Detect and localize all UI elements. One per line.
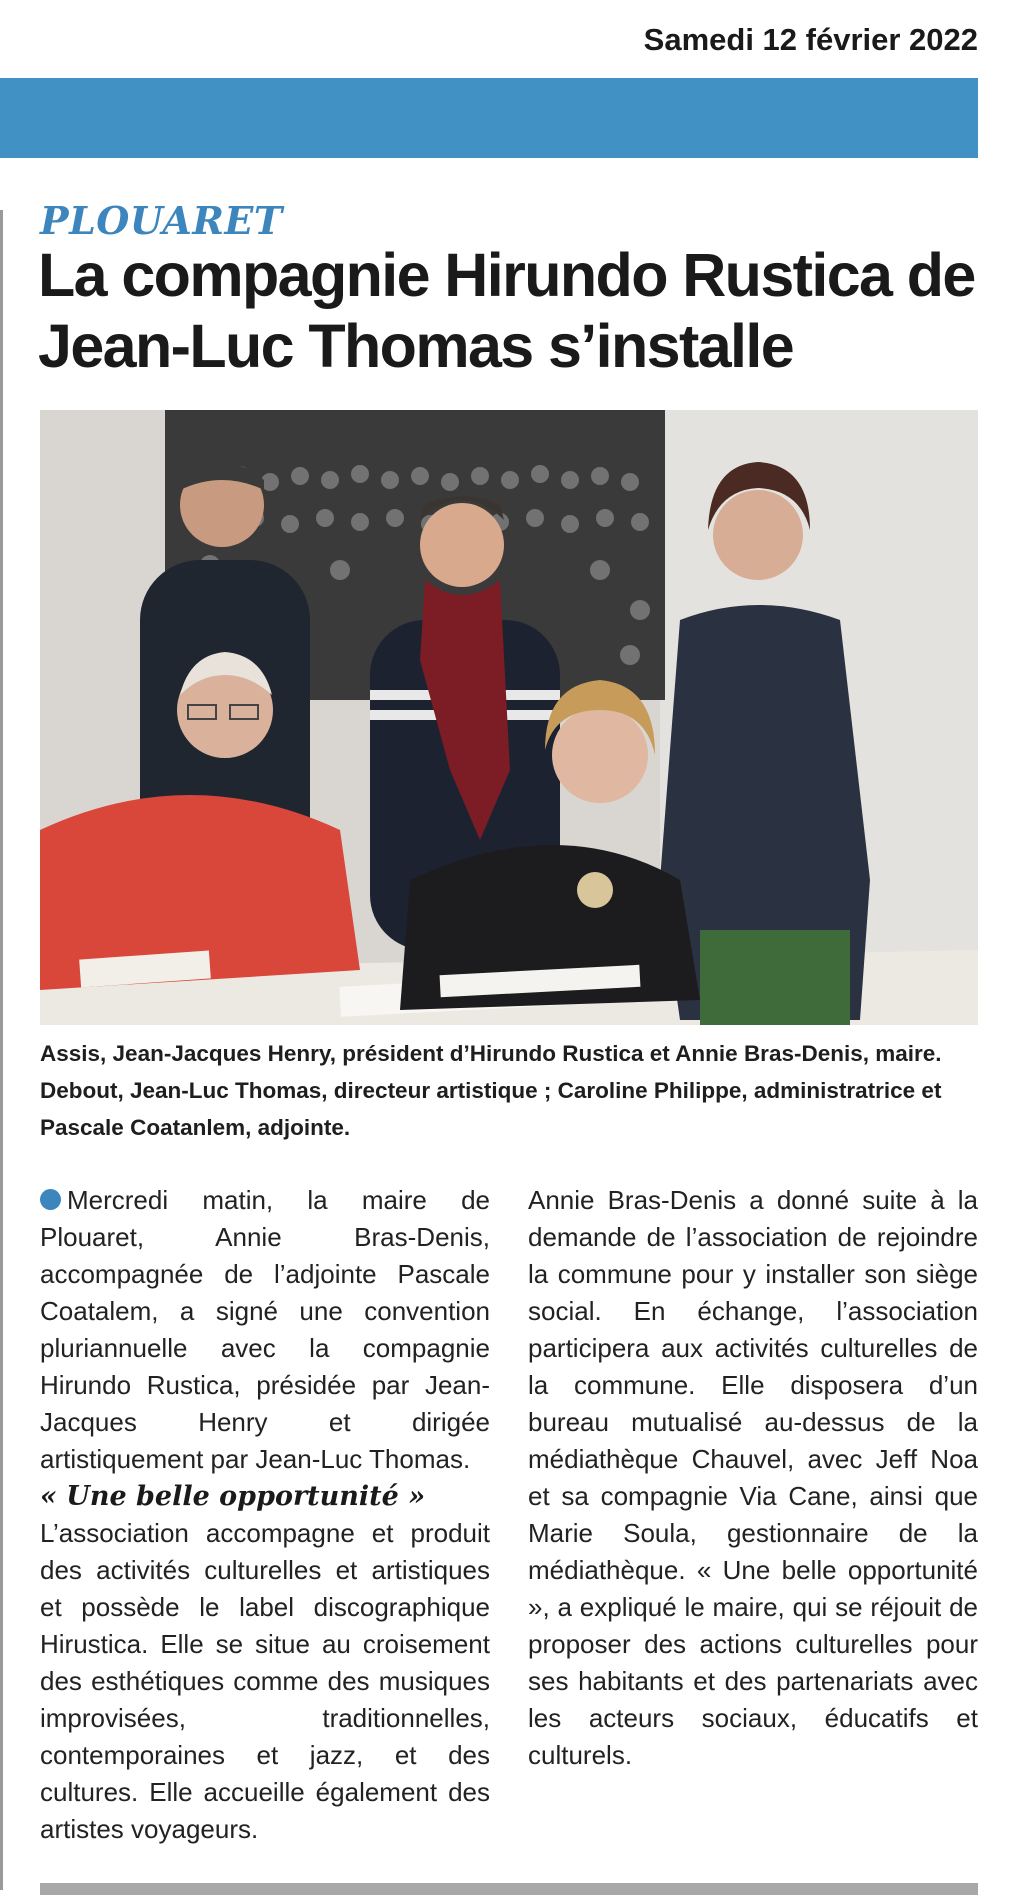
bottom-rule xyxy=(40,1883,978,1895)
article-photo xyxy=(40,410,978,1025)
article-subhead xyxy=(40,1478,490,1515)
article-headline: La compagnie Hirundo Rustica de Jean-Luc Thomas s’installe xyxy=(38,241,975,380)
lead-text: Mercredi matin, la maire de Plouaret, Annie Bras-Denis, accompagnée de l’adjointe Pascale Coatalem, a signé une convention pluriannuelle avec la compagnie Hirundo Rustica, présidée par Jean-Jacques Henry et dirigée artistiquement par Jean-Luc Thomas. xyxy=(40,1185,490,1474)
header-band xyxy=(0,78,978,158)
publication-date: Samedi 12 février 2022 xyxy=(643,22,978,57)
subhead-text: « Une belle opportunité » xyxy=(40,1481,426,1512)
article-column-left xyxy=(40,1182,490,1848)
body-paragraph-1: L’association accompagne et produit des activités culturelles et artistiques et possède le label discographique Hirustica. Elle se situe au croisement des esthétiques comme des musiques improvisées, traditionnelles, contemporaines et jazz, et des cultures. Elle accueille également des artistes voyageurs. xyxy=(40,1518,490,1844)
body-paragraph-2: Annie Bras-Denis a donné suite à la demande de l’association de rejoindre la commune pour y installer son siège social. En échange, l’association participera aux activités culturelles de la commune. Elle disposera d’un bureau mutualisé au-dessus de la médiathèque Chauvel, avec Jeff Noa et sa compagnie Via Cane, ainsi que Marie Soula, gestionnaire de la médiathèque. « Une belle opportunité », a expliqué le maire, qui se réjouit de proposer des actions culturelles pour ses habitants et des partenariats avec les acteurs sociaux, éducatifs et culturels. xyxy=(528,1185,978,1770)
column-rule xyxy=(0,210,3,1890)
lead-paragraph xyxy=(40,1182,490,1478)
bullet-icon xyxy=(40,1189,61,1210)
photo-caption: Assis, Jean-Jacques Henry, président d’Hirundo Rustica et Annie Bras-Denis, maire. Debout, Jean-Luc Thomas, directeur artistique ; Caroline Philippe, administratrice et Pascale Coatanlem, adjointe. xyxy=(40,1041,942,1140)
section-kicker: PLOUARET xyxy=(40,198,283,243)
article-column-right xyxy=(528,1182,978,1774)
